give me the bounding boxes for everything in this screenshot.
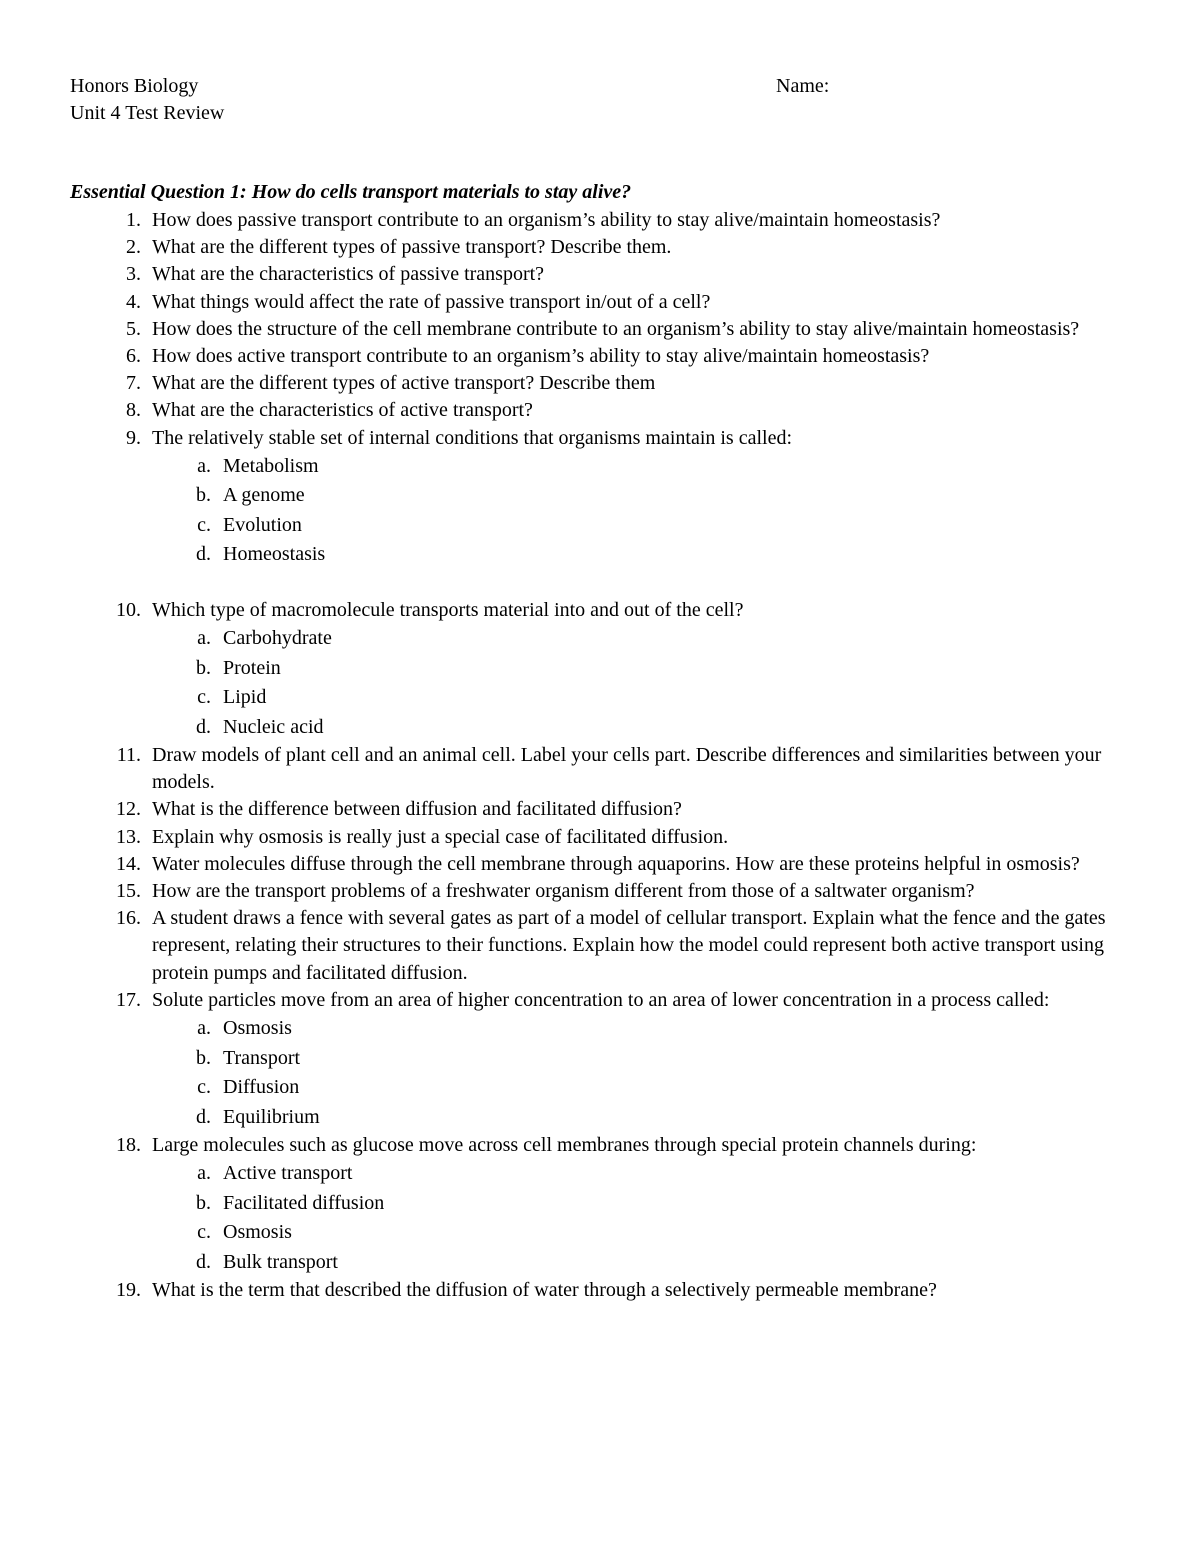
question-number (70, 851, 141, 878)
question-item (70, 234, 1140, 261)
option-text: Osmosis (223, 1017, 292, 1040)
question-item (70, 316, 1140, 343)
question-text: Water molecules diffuse through the cell membrane through aquaporins. How are these proteins helpful in osmosis? (152, 852, 1080, 875)
question-item (70, 370, 1140, 397)
option-letter: c. (197, 1221, 211, 1244)
answer-option (70, 540, 1140, 570)
option-text: Evolution (223, 513, 302, 536)
question-number (70, 207, 141, 234)
option-letter: d. (196, 1105, 211, 1128)
option-text: Metabolism (223, 454, 319, 477)
question-text: Large molecules such as glucose move across cell membranes through special protein channels during: (152, 1134, 977, 1157)
question-number-text: 6. (126, 345, 141, 368)
question-number (70, 261, 141, 288)
answer-option (70, 1073, 1140, 1103)
answer-option (70, 1189, 1140, 1219)
question-item (70, 1277, 1140, 1304)
question-item (70, 796, 1140, 823)
question-number-text: 14. (116, 852, 141, 875)
answer-options (70, 452, 1140, 570)
question-text: What are the different types of passive transport? Describe them. (152, 236, 672, 259)
answer-option (70, 1103, 1140, 1133)
question-text: Which type of macromolecule transports material into and out of the cell? (152, 598, 744, 621)
answer-option (70, 511, 1140, 541)
question-number-text: 8. (126, 399, 141, 422)
answer-option (70, 1159, 1140, 1189)
question-text: The relatively stable set of internal conditions that organisms maintain is called: (152, 426, 793, 449)
unit-title: Unit 4 Test Review (70, 102, 225, 124)
option-letter: b. (196, 656, 211, 679)
question-number (70, 878, 141, 905)
answer-option (70, 624, 1140, 654)
question-text: What are the different types of active transport? Describe them (152, 372, 656, 395)
question-item (70, 207, 1140, 234)
question-number-text: 18. (116, 1134, 141, 1157)
question-item (70, 1132, 1140, 1159)
question-number-text: 15. (116, 880, 141, 903)
question-number-text: 10. (116, 598, 141, 621)
question-item (70, 397, 1140, 424)
question-text: Explain why osmosis is really just a special case of facilitated diffusion. (152, 825, 729, 848)
question-text: What things would affect the rate of passive transport in/out of a cell? (152, 290, 711, 313)
question-text: What are the characteristics of active transport? (152, 399, 533, 422)
question-item (70, 987, 1140, 1014)
question-text: A student draws a fence with several gates as part of a model of cellular transport. Explain what the fence and the gates represent, relating their structures to their functions. Explain how the model could represent both active transport using protein pumps and facilitated diffusion. (152, 907, 1106, 984)
question-number (70, 343, 141, 370)
question-number-text: 9. (126, 426, 141, 449)
answer-option (70, 1044, 1140, 1074)
question-number (70, 289, 141, 316)
option-text: Facilitated diffusion (223, 1191, 385, 1214)
option-letter: b. (196, 1191, 211, 1214)
question-item (70, 742, 1140, 796)
option-letter: d. (196, 543, 211, 566)
question-text: What is the term that described the diffusion of water through a selectively permeable membrane? (152, 1279, 937, 1302)
question-number (70, 1132, 141, 1159)
answer-option (70, 452, 1140, 482)
question-number (70, 370, 141, 397)
question-number (70, 1277, 141, 1304)
question-number (70, 796, 141, 823)
question-item (70, 343, 1140, 370)
answer-options (70, 1159, 1140, 1277)
answer-option (70, 1248, 1140, 1278)
option-text: A genome (223, 484, 305, 507)
essential-question-heading: Essential Question 1: How do cells transport materials to stay alive? (70, 181, 632, 203)
question-number (70, 905, 141, 987)
option-text: Nucleic acid (223, 715, 324, 738)
option-text: Osmosis (223, 1221, 292, 1244)
option-text: Carbohydrate (223, 627, 332, 650)
option-letter: d. (196, 1250, 211, 1273)
spacer (70, 570, 1140, 597)
option-letter: a. (197, 627, 211, 650)
question-item (70, 878, 1140, 905)
question-text: How does passive transport contribute to an organism’s ability to stay alive/maintain homeostasis? (152, 209, 941, 231)
option-text: Diffusion (223, 1076, 300, 1099)
question-number-text: 17. (116, 988, 141, 1011)
option-letter: c. (197, 1076, 211, 1099)
answer-option (70, 1014, 1140, 1044)
option-text: Equilibrium (223, 1105, 320, 1128)
option-letter: a. (197, 454, 211, 477)
question-number (70, 742, 141, 796)
question-item (70, 289, 1140, 316)
answer-option (70, 713, 1140, 743)
question-text: Draw models of plant cell and an animal cell. Label your cells part. Describe differences and similarities between your models. (152, 744, 1102, 794)
option-text: Protein (223, 656, 281, 679)
question-text: How are the transport problems of a freshwater organism different from those of a saltwater organism? (152, 880, 975, 903)
name-label: Name: (776, 75, 830, 97)
question-item (70, 851, 1140, 878)
question-number-text: 5. (126, 317, 141, 340)
question-number-text: 7. (126, 372, 141, 395)
header-right (776, 73, 829, 100)
answer-option (70, 1218, 1140, 1248)
question-number (70, 987, 141, 1014)
answer-options (70, 1014, 1140, 1132)
question-number-text: 1. (126, 209, 141, 231)
question-number (70, 425, 141, 452)
question-number (70, 397, 141, 424)
question-item (70, 261, 1140, 288)
option-letter: b. (196, 484, 211, 507)
question-item (70, 597, 1140, 624)
option-text: Lipid (223, 686, 267, 709)
question-number-text: 11. (116, 744, 141, 767)
question-item (70, 824, 1140, 851)
question-number (70, 597, 141, 624)
question-text: How does the structure of the cell membrane contribute to an organism’s ability to stay alive/maintain homeostasis? (152, 317, 1080, 340)
option-letter: d. (196, 715, 211, 738)
question-number (70, 824, 141, 851)
option-text: Homeostasis (223, 543, 326, 566)
question-list (70, 207, 1140, 1304)
question-text: How does active transport contribute to an organism’s ability to stay alive/maintain homeostasis? (152, 345, 930, 368)
option-letter: c. (197, 686, 211, 709)
option-letter: a. (197, 1017, 211, 1040)
question-number-text: 3. (126, 263, 141, 286)
question-number (70, 234, 141, 261)
question-number-text: 4. (126, 290, 141, 313)
answer-option (70, 654, 1140, 684)
question-section (70, 178, 1140, 1304)
option-text: Bulk transport (223, 1250, 338, 1273)
question-number (70, 316, 141, 343)
option-letter: a. (197, 1162, 211, 1185)
question-text: What is the difference between diffusion and facilitated diffusion? (152, 798, 682, 821)
question-number-text: 19. (116, 1279, 141, 1302)
question-number-text: 12. (116, 798, 141, 821)
answer-option (70, 683, 1140, 713)
question-number-text: 13. (116, 825, 141, 848)
question-item (70, 905, 1140, 987)
header-left (70, 73, 224, 127)
question-text: What are the characteristics of passive transport? (152, 263, 545, 286)
answer-options (70, 624, 1140, 742)
question-text: Solute particles move from an area of higher concentration to an area of lower concentration in a process called: (152, 988, 1050, 1011)
question-number-text: 2. (126, 236, 141, 259)
question-item (70, 425, 1140, 452)
option-letter: b. (196, 1046, 211, 1069)
answer-option (70, 481, 1140, 511)
option-text: Transport (223, 1046, 301, 1069)
option-text: Active transport (223, 1162, 353, 1185)
question-number-text: 16. (116, 907, 141, 930)
course-title: Honors Biology (70, 75, 199, 97)
option-letter: c. (197, 513, 211, 536)
